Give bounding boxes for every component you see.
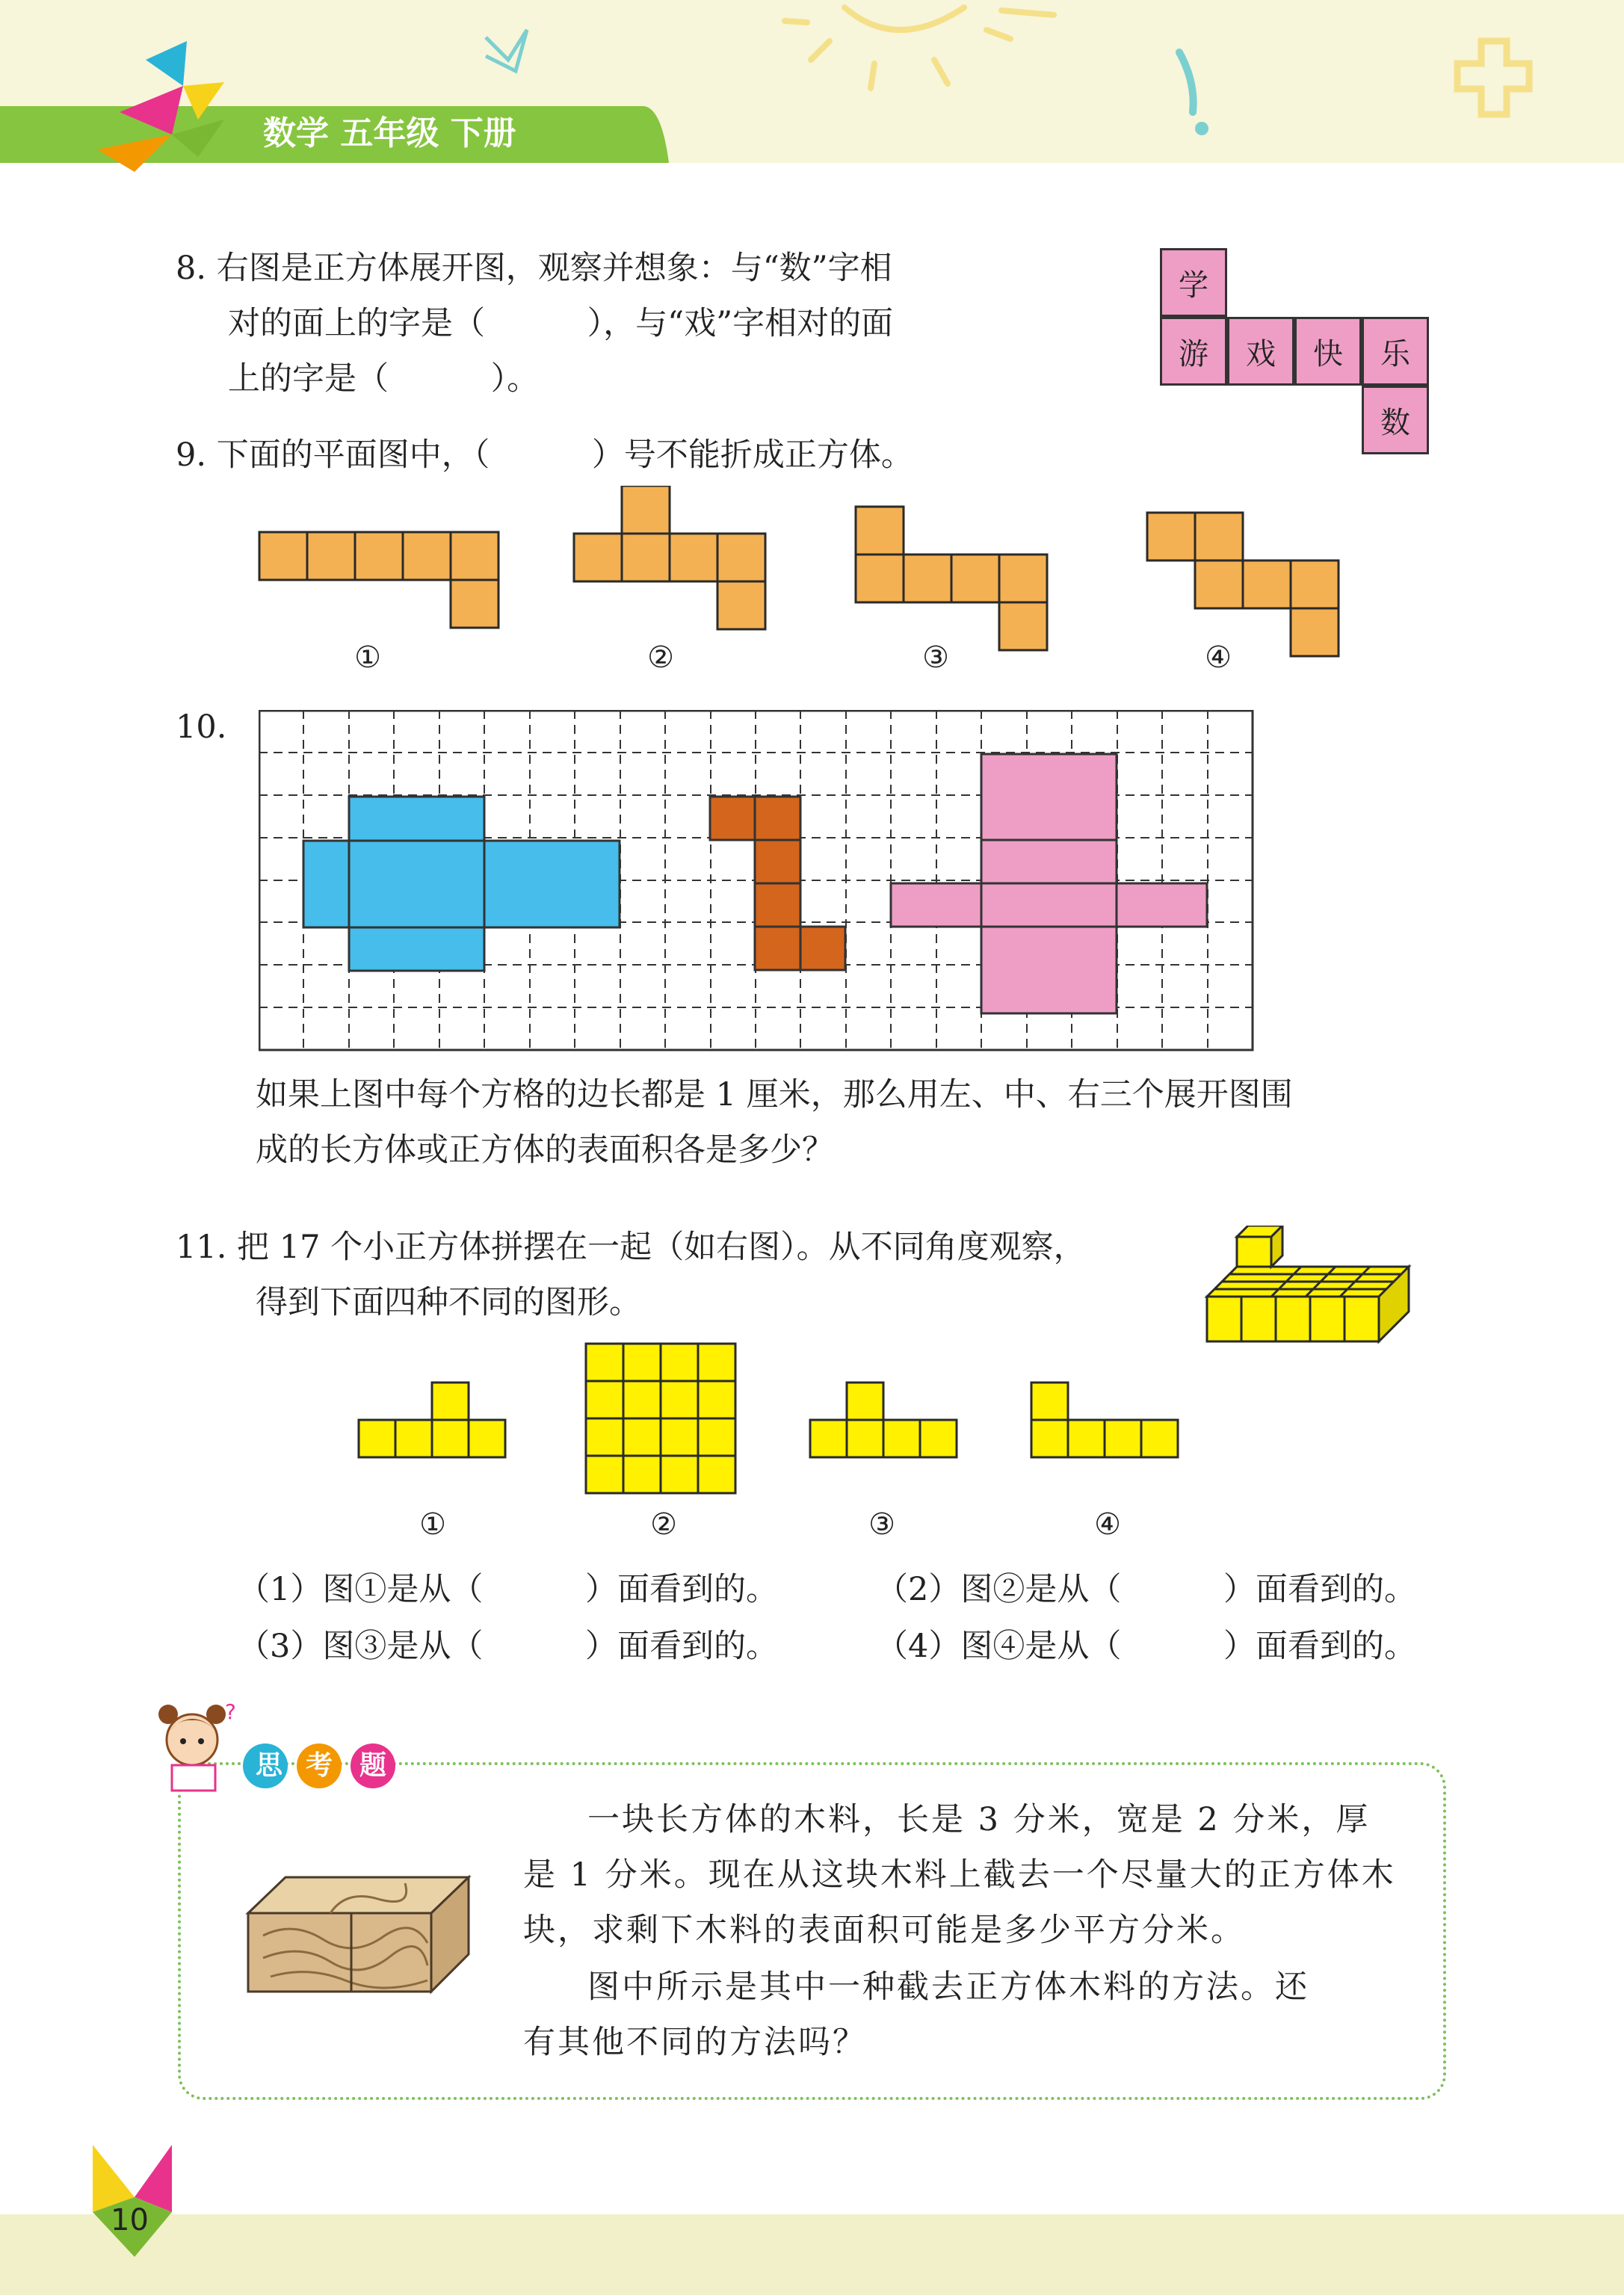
net-face: 戏 <box>1227 317 1294 386</box>
q11-answer-4: （4）图④是从（ ）面看到的。 <box>876 1628 1417 1665</box>
cube-net-figure <box>1160 248 1433 454</box>
q9-net-1 <box>259 532 498 628</box>
q11-answer-2: （2）图②是从（ ）面看到的。 <box>876 1571 1417 1608</box>
wood-block-icon <box>241 1868 480 2003</box>
svg-text:?: ? <box>225 1699 236 1724</box>
q11-label-2: ② <box>650 1507 677 1542</box>
thinking-p2-line2: 有其他不同的方法吗？ <box>523 2024 867 2061</box>
badge-char-2: 考 <box>305 1750 333 1781</box>
q9-net-4 <box>1147 513 1339 656</box>
q11-answer-1: （1）图①是从（ ）面看到的。 <box>238 1571 779 1608</box>
q11-cube-stack-figure <box>1200 1226 1416 1360</box>
header-decorations <box>0 0 1624 172</box>
exclamation-icon <box>1179 52 1194 112</box>
q11-view-1 <box>359 1383 505 1457</box>
q9-label-2: ② <box>647 640 674 675</box>
q9-label-1: ① <box>354 640 381 675</box>
q9-label-4: ④ <box>1205 640 1232 675</box>
book-title: 数学 五年级 下册 <box>263 114 516 152</box>
net-face: 快 <box>1294 317 1362 386</box>
sun-icon <box>785 7 1054 88</box>
q11-views <box>357 1338 1194 1502</box>
net-face: 乐 <box>1362 317 1429 386</box>
q10-number: 10. <box>176 708 227 746</box>
net-face: 学 <box>1160 248 1227 317</box>
net-face: 数 <box>1362 386 1429 454</box>
q11-line1: 11. 把 17 个小正方体拼摆在一起（如右图）。从不同角度观察， <box>176 1229 1086 1266</box>
q9-nets <box>247 486 1368 665</box>
q9-label-3: ③ <box>922 640 949 675</box>
girl-reading-icon <box>158 1699 236 1791</box>
q11-line2: 得到下面四种不同的图形。 <box>256 1284 641 1321</box>
q10-grid-figure <box>259 710 1256 1054</box>
q11-view-4 <box>1031 1383 1178 1457</box>
q11-label-4: ④ <box>1094 1507 1121 1542</box>
q11-view-3 <box>810 1383 957 1457</box>
q8-line1: 8. 右图是正方体展开图，观察并想象：与“数”字相 <box>176 250 892 287</box>
q10-line1: 如果上图中每个方格的边长都是 1 厘米，那么用左、中、右三个展开图围 <box>256 1076 1293 1113</box>
q11-answer-3: （3）图③是从（ ）面看到的。 <box>238 1628 779 1665</box>
q9-net-3 <box>856 507 1047 650</box>
net-face: 游 <box>1160 317 1227 386</box>
q10-net-middle <box>710 797 845 970</box>
thinking-p2-line1: 图中所示是其中一种截去正方体木料的方法。还 <box>587 1968 1309 2006</box>
footer-band <box>0 2214 1624 2295</box>
q8-line2: 对的面上的字是（ ），与“戏”字相对的面 <box>228 305 894 342</box>
q11-view-2 <box>586 1344 735 1493</box>
page-number: 10 <box>111 2203 149 2237</box>
q11-label-1: ① <box>419 1507 446 1542</box>
star-doodle-icon <box>486 30 527 71</box>
q10-net-right <box>891 754 1207 1013</box>
q10-line2: 成的长方体或正方体的表面积各是多少？ <box>256 1131 834 1169</box>
q9-text: 9. 下面的平面图中，（ ）号不能折成正方体。 <box>176 436 913 474</box>
q11-label-3: ③ <box>868 1507 895 1542</box>
badge-char-3: 题 <box>359 1750 386 1781</box>
q9-net-2 <box>574 486 765 629</box>
q10-net-left <box>303 797 620 971</box>
badge-char-1: 思 <box>255 1750 282 1781</box>
thinking-p1-line2: 是 1 分米。现在从这块木料上截去一个尽量大的正方体木 <box>523 1856 1396 1894</box>
plus-icon <box>1457 41 1529 114</box>
q8-line3: 上的字是（ ）。 <box>228 360 540 398</box>
thinking-p1-line1: 一块长方体的木料，长是 3 分米，宽是 2 分米，厚 <box>587 1801 1371 1838</box>
thinking-p1-line3: 块，求剩下木料的表面积可能是多少平方分米。 <box>523 1912 1245 1949</box>
